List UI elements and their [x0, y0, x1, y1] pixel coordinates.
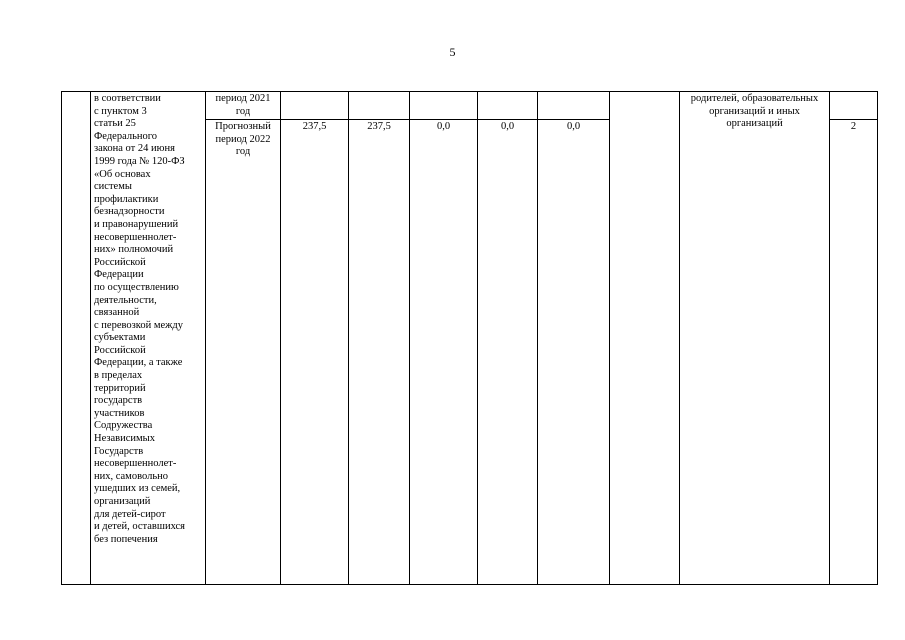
value-cell: 0,0	[410, 120, 478, 585]
table-row	[62, 92, 878, 120]
description-cell: в соответствии с пунктом 3 статьи 25 Федерального закона от 24 июня 1999 года № 120-ФЗ «Об основах системы профилактики безнадзорности и правонарушений несовершеннолет- них» полномочий Российской Федерации по осуществлению деятельности, связанной с перевозкой между субъектами Российской Федерации, а также в пределах территорий государств участников Содружества Независимых Государств несовершеннолет- них, самовольно ушедших из семей, организаций для детей-сирот и детей, оставшихся без попечения	[91, 92, 206, 585]
value-cell: 237,5	[281, 120, 349, 585]
value-cell	[410, 92, 478, 120]
last-col-cell	[830, 92, 878, 120]
value-cell	[538, 92, 610, 120]
value-cell	[349, 92, 410, 120]
value-cell: 0,0	[478, 120, 538, 585]
period-cell: Прогнозный период 2022 год	[206, 120, 281, 585]
page-number: 5	[449, 45, 456, 59]
executor-cell	[610, 92, 680, 585]
value-cell: 0,0	[538, 120, 610, 585]
value-cell	[478, 92, 538, 120]
participants-cell: родителей, образовательных организаций и иных организаций	[680, 92, 830, 585]
last-col-cell: 2	[830, 120, 878, 585]
number-cell	[62, 92, 91, 585]
budget-table	[61, 91, 878, 585]
value-cell: 237,5	[349, 120, 410, 585]
value-cell	[281, 92, 349, 120]
period-cell: период 2021 год	[206, 92, 281, 120]
